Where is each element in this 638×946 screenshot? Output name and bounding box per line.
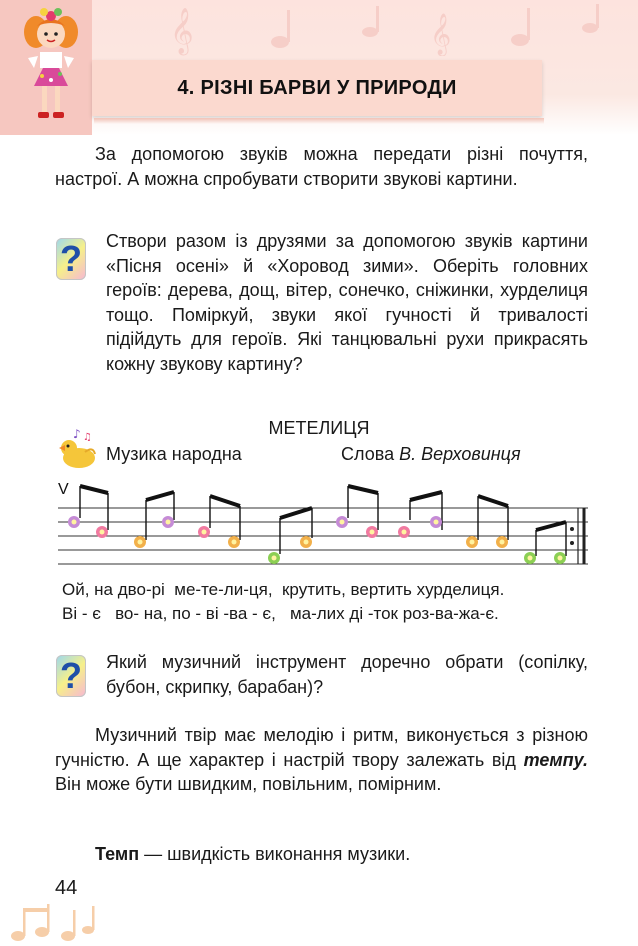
words-credit (341, 444, 521, 465)
question-1-text: Створи разом із друзями за допомогою звуків картини «Пісня осені» й «Хоровод зими». Оберіть головних героїв: дерева, дощ, вітер, сонечко, сніжинки, хурделиця тощо. Поміркуй, звуки якої гучності й тривалості підійдуть для героїв. Які танцювальні рухи прикрасять кожну звукову картину? (106, 231, 588, 374)
staff-svg (58, 478, 588, 574)
lyrics-line-2: Ві - є во- на, по - ві -ва - є, ма-лих ді -ток роз-ва-жа-є. (62, 604, 499, 623)
lesson-title: 4. РІЗНІ БАРВИ У ПРИРОДИ (177, 76, 457, 99)
svg-text:♪: ♪ (73, 428, 81, 441)
background-music-notes-icon (160, 2, 630, 58)
svg-text:𝄞: 𝄞 (170, 8, 194, 54)
music-staff (58, 478, 588, 574)
music-notes-icon (0, 896, 100, 946)
tempo-mark: V (58, 481, 69, 498)
words-label: Слова (341, 444, 395, 464)
title-shadow (94, 118, 544, 124)
flower-noteheads (68, 516, 566, 564)
question-2-text: Який музичний інструмент доречно обрати (сопілку, бубон, скрипку, барабан)? (106, 652, 588, 697)
question-mark-icon-2: ? (56, 655, 86, 697)
words-author: В. Верховинця (399, 444, 521, 464)
tempo-definition (55, 842, 588, 867)
intro-paragraph: За допомогою звуків можна передати різні почуття, настрої. А можна спробувати створити звукові картини. (55, 144, 588, 189)
tempo-paragraph (55, 723, 588, 797)
singing-duck-icon (55, 428, 99, 472)
lesson-title-box (92, 60, 542, 116)
definition-term: Темп (95, 844, 140, 864)
girl-mascot-icon (16, 6, 86, 126)
tempo-paragraph-part-2: Він може бути швидким, повільним, помірним. (55, 774, 442, 794)
tempo-paragraph-part-1: Музичний твір має мелодію і ритм, виконується з різною гучністю. А ще характер і настрій твору залежать від (55, 725, 588, 770)
lyrics-line-1: Ой, на дво-рі ме-те-ли-ця, крутить, вертить хурделиця. (62, 580, 505, 599)
tempo-term-emphasis: темпу. (523, 749, 588, 770)
definition-text: — швидкість виконання музики. (139, 844, 411, 864)
music-credit: Музика народна (106, 444, 242, 464)
song-title: МЕТЕЛИЦЯ (268, 418, 370, 438)
svg-text:♫: ♫ (83, 432, 92, 443)
svg-text:𝄞: 𝄞 (430, 14, 452, 55)
question-mark-icon: ? (56, 238, 86, 280)
page-number: 44 (55, 877, 78, 899)
